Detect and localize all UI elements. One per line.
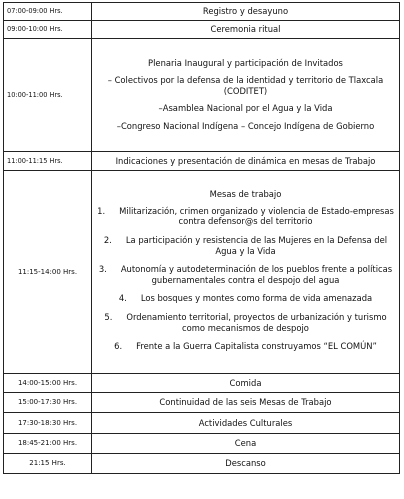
activity-cell: Actividades Culturales bbox=[92, 413, 400, 434]
list-number: 5. bbox=[104, 311, 113, 322]
table-row bbox=[4, 413, 400, 434]
list-number: 2. bbox=[103, 235, 112, 246]
list-number: 4. bbox=[118, 293, 127, 304]
plenary-cell bbox=[92, 39, 400, 152]
work-tables-cell bbox=[92, 171, 400, 374]
time-cell: 09:00-10:00 Hrs. bbox=[4, 21, 92, 39]
schedule-table bbox=[3, 2, 400, 474]
plenary-title: Plenaria Inaugural y participación de Invitados bbox=[148, 57, 343, 68]
list-text: Ordenamiento territorial, proyectos de urbanización y turismo como mecanismos de despojo bbox=[126, 311, 387, 333]
activity-cell: Cena bbox=[92, 434, 400, 454]
activity-cell: Continuidad de las seis Mesas de Trabajo bbox=[92, 393, 400, 413]
list-text: Frente a la Guerra Capitalista construyamos “EL COMÚN” bbox=[136, 341, 377, 352]
time-cell: 10:00-11:00 Hrs. bbox=[4, 39, 92, 152]
table-row bbox=[4, 393, 400, 413]
table-row bbox=[4, 434, 400, 454]
list-text: Autonomía y autodeterminación de los pueblos frente a políticas gubernamentales contra el despojo del agua bbox=[120, 264, 393, 285]
activity-cell: Comida bbox=[92, 374, 400, 393]
list-text: Militarización, crimen organizado y violencia de Estado-empresas contra defensor@s del territorio bbox=[119, 205, 394, 227]
time-cell: 11:15-14:00 Hrs. bbox=[4, 171, 92, 374]
plenary-item: – Colectivos por la defensa de la identidad y territorio de Tlaxcala (CODITET) bbox=[107, 75, 384, 96]
list-item bbox=[97, 235, 394, 256]
time-cell: 17:30-18:30 Hrs. bbox=[4, 413, 92, 434]
plenary-item: –Asamblea Nacional por el Agua y la Vida bbox=[158, 103, 333, 114]
work-tables-title: Mesas de trabajo bbox=[209, 189, 282, 200]
time-cell: 21:15 Hrs. bbox=[4, 454, 92, 474]
table-row bbox=[4, 3, 400, 21]
list-item bbox=[97, 264, 394, 285]
table-row bbox=[4, 454, 400, 474]
activity-cell: Indicaciones y presentación de dinámica en mesas de Trabajo bbox=[92, 152, 400, 171]
table-row bbox=[4, 374, 400, 393]
list-number: 6. bbox=[114, 341, 123, 352]
list-item bbox=[97, 293, 394, 304]
list-item bbox=[97, 341, 394, 352]
activity-cell: Descanso bbox=[92, 454, 400, 474]
work-tables-list bbox=[97, 206, 394, 352]
table-row bbox=[4, 21, 400, 39]
activity-cell: Registro y desayuno bbox=[92, 3, 400, 21]
time-cell: 15:00-17:30 Hrs. bbox=[4, 393, 92, 413]
list-number: 3. bbox=[98, 264, 107, 275]
list-item bbox=[97, 206, 394, 227]
activity-cell: Ceremonia ritual bbox=[92, 21, 400, 39]
list-number: 1. bbox=[97, 205, 106, 216]
plenary-item: –Congreso Nacional Indígena – Concejo Indígena de Gobierno bbox=[116, 120, 375, 131]
time-cell: 14:00-15:00 Hrs. bbox=[4, 374, 92, 393]
list-text: Los bosques y montes como forma de vida amenazada bbox=[140, 293, 373, 304]
time-cell: 18:45-21:00 Hrs. bbox=[4, 434, 92, 454]
time-cell: 11:00-11:15 Hrs. bbox=[4, 152, 92, 171]
list-text: La participación y resistencia de las Mujeres en la Defensa del Agua y la Vida bbox=[125, 235, 388, 256]
list-item bbox=[97, 312, 394, 333]
table-row bbox=[4, 152, 400, 171]
time-cell: 07:00-09:00 Hrs. bbox=[4, 3, 92, 21]
table-row bbox=[4, 171, 400, 374]
table-row bbox=[4, 39, 400, 152]
